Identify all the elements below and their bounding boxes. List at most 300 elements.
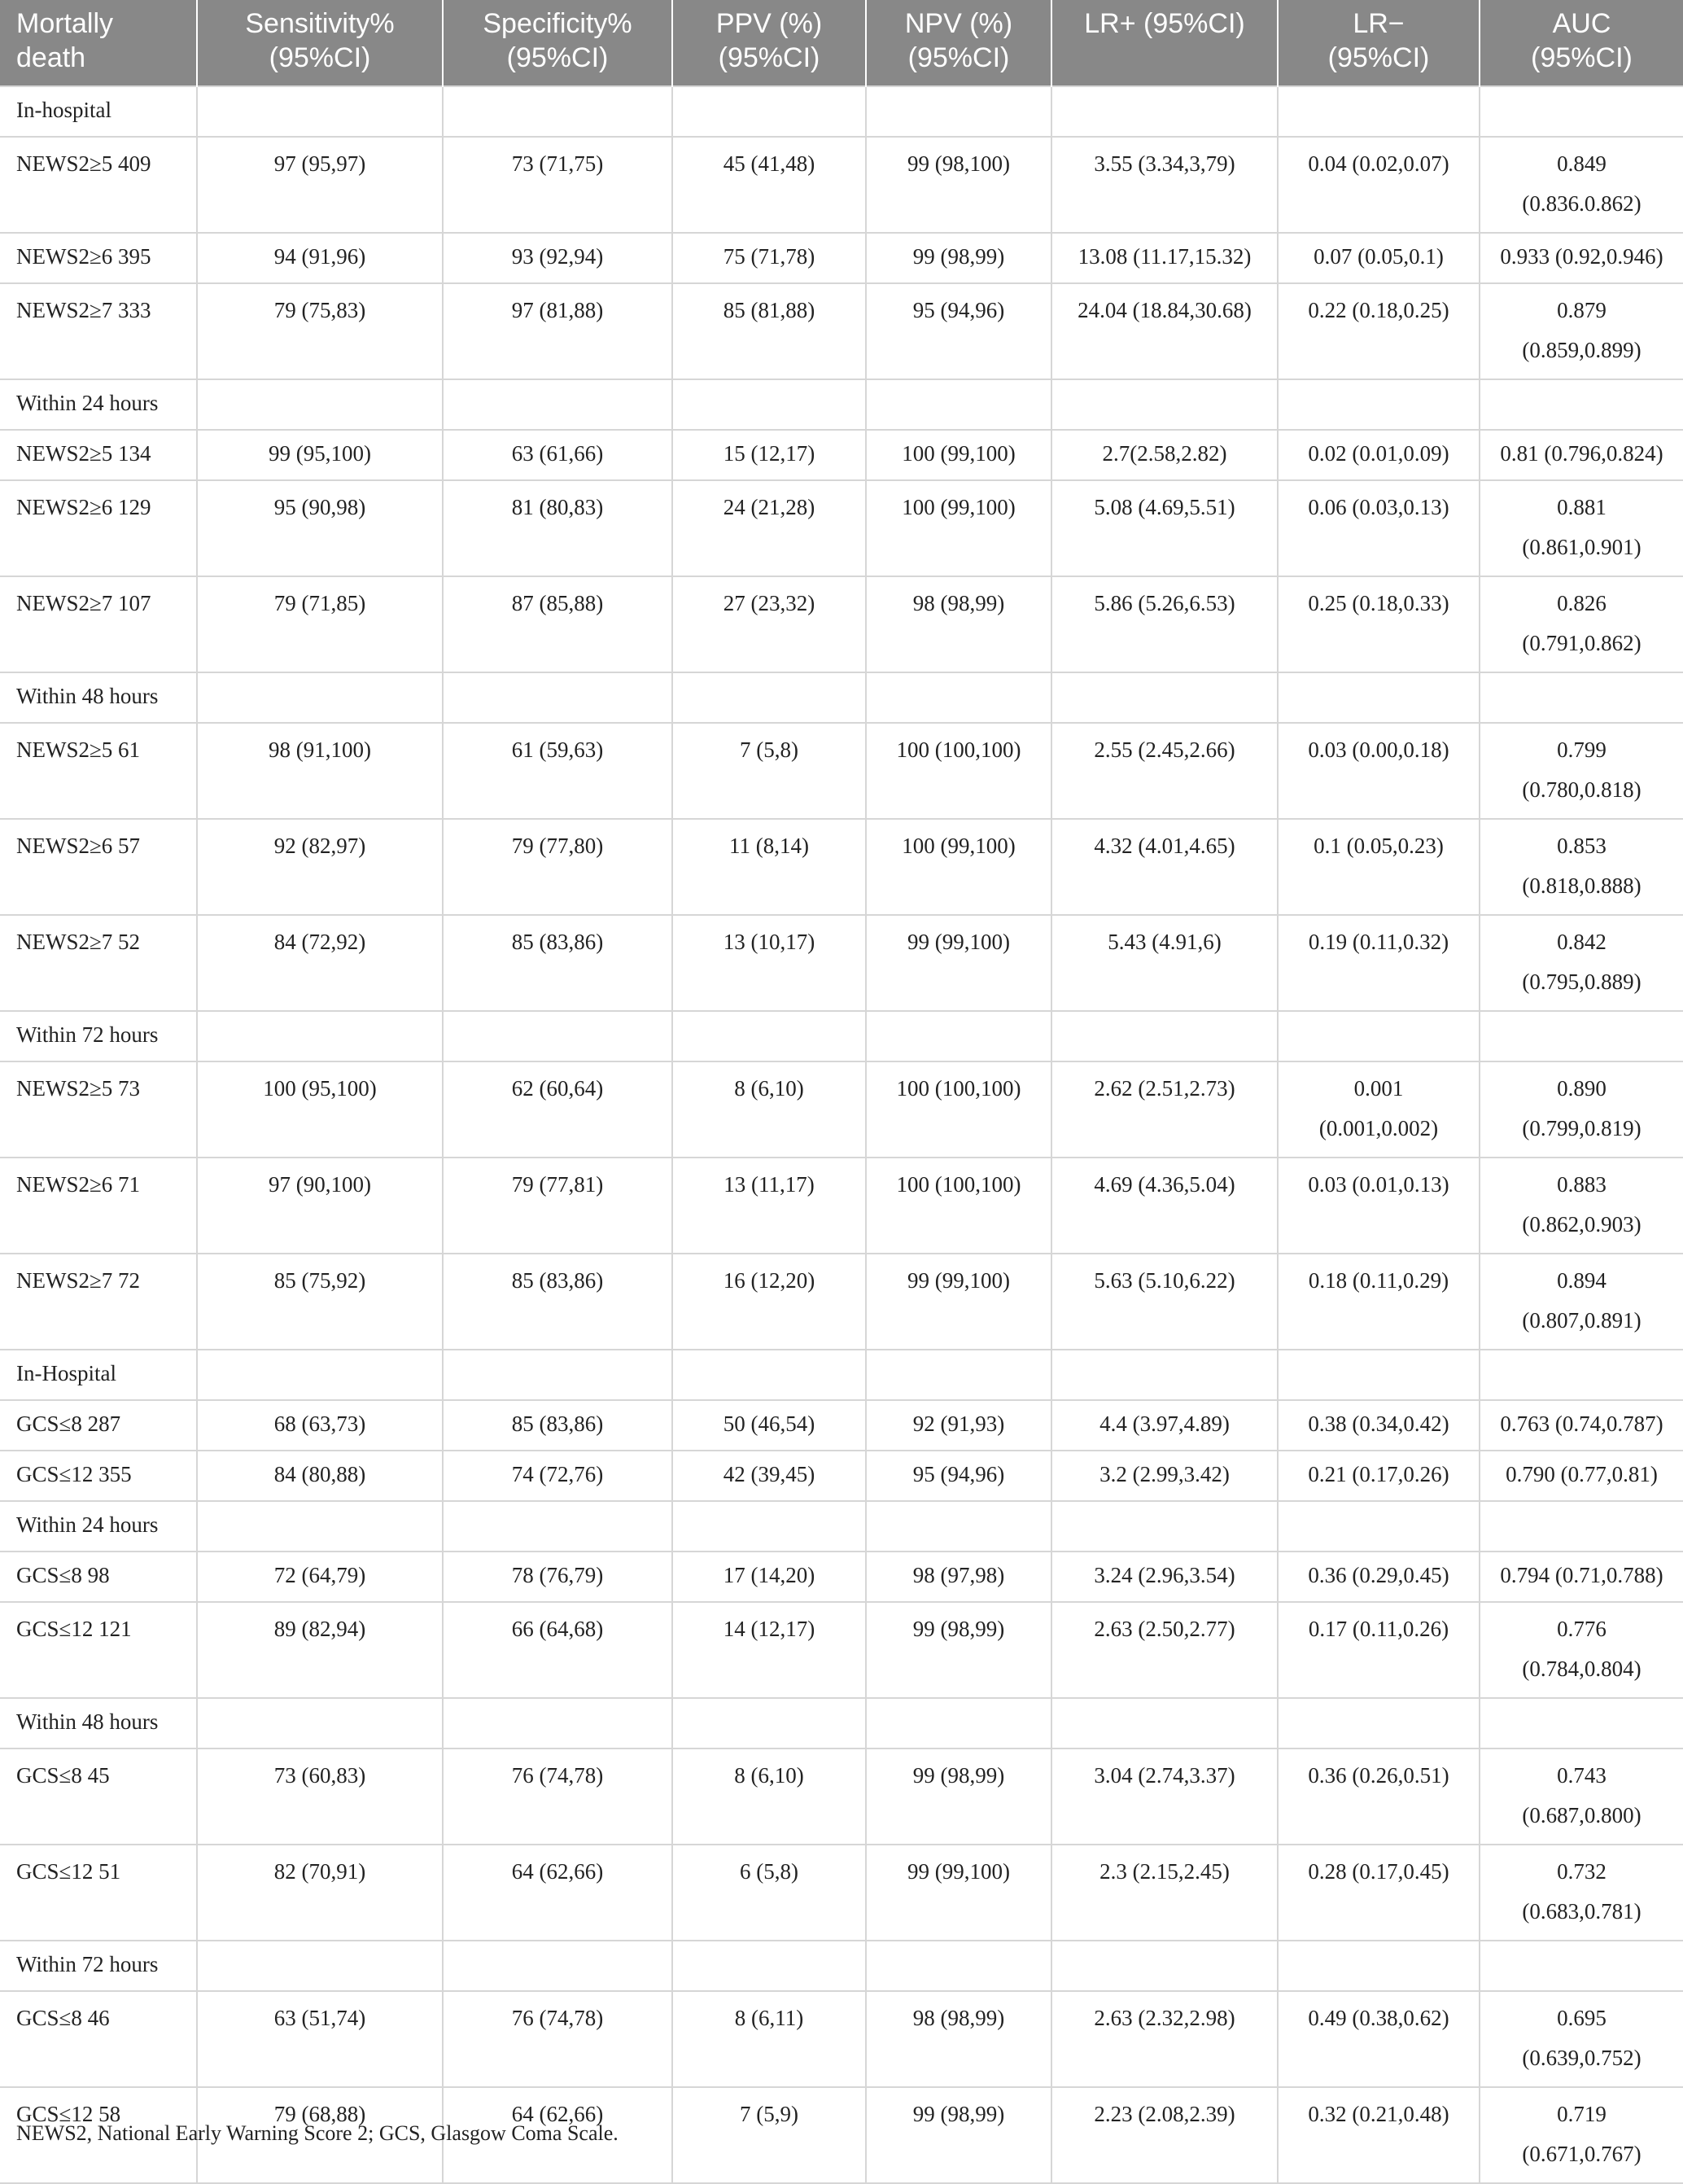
header-lr-negative: LR− (95%CI) [1278,0,1480,86]
cell-text: 64 (62,66) [511,2102,604,2126]
table-cell [866,1941,1051,1991]
cell-text: 92 (82,97) [273,834,366,858]
table-cell [197,283,443,379]
table-cell [1051,1845,1278,1941]
table-row [0,1254,1683,1350]
cell-text: 89 (82,94) [273,1617,366,1641]
table-cell [443,1552,672,1602]
cell-text: 76 (74,78) [511,2006,604,2030]
cell-text: 97 (95,97) [273,151,366,176]
table-cell [672,1845,866,1941]
table-cell [443,86,672,137]
table-cell [866,672,1051,723]
cell-text: 68 (63,73) [273,1412,366,1436]
cell-text: 0.001 [1353,1076,1404,1101]
cell-text: 82 (70,91) [273,1859,366,1884]
cell-text: 0.794 (0.71,0.788) [1500,1563,1663,1587]
table-cell [1051,1011,1278,1061]
cell-text: 100 (100,100) [896,737,1021,762]
cell-text: 2.23 (2.08,2.39) [1094,2102,1235,2126]
section-label [0,1350,197,1400]
table-cell [1278,1941,1480,1991]
cell-text: 84 (80,88) [273,1462,366,1486]
table-cell [866,1011,1051,1061]
table-cell [1480,1061,1683,1158]
cell-text: 0.826 [1557,591,1606,615]
cell-text: 61 (59,63) [511,737,604,762]
table-row [0,137,1683,233]
cell-text: 0.22 (0.18,0.25) [1308,298,1449,322]
table-cell [1278,430,1480,480]
cell-text: 72 (64,79) [273,1563,366,1587]
table-cell [1480,1501,1683,1552]
cell-text: 24 (21,28) [723,495,815,519]
table-cell [672,1158,866,1254]
cell-text: 0.03 (0.00,0.18) [1308,737,1449,762]
cell-text: 2.63 (2.32,2.98) [1094,2006,1235,2030]
table-cell [866,819,1051,915]
cell-text: 4.4 (3.97,4.89) [1099,1412,1230,1436]
cell-text: 2.7(2.58,2.82) [1102,441,1227,466]
table-cell [443,1501,672,1552]
section-row [0,1011,1683,1061]
cell-text: 100 (95,100) [263,1076,377,1101]
table-cell [443,379,672,430]
table-cell [1480,672,1683,723]
cell-text: 66 (64,68) [511,1617,604,1641]
cell-text: NEWS2≥7 333 [16,298,151,322]
cell-text: NEWS2≥6 395 [16,244,151,269]
section-label [0,1501,197,1552]
table-row [0,283,1683,379]
threshold-label [0,137,197,233]
cell-text: NEWS2≥5 409 [16,151,151,176]
table-cell [1480,819,1683,915]
table-cell [443,1350,672,1400]
threshold-label [0,1451,197,1501]
cell-text: GCS≤8 46 [16,2006,110,2030]
table-cell [1278,1061,1480,1158]
cell-text: 5.43 (4.91,6) [1108,930,1222,954]
table-cell [672,1552,866,1602]
table-cell [1278,480,1480,576]
table-cell [866,915,1051,1011]
cell-text: 0.695 [1557,2006,1606,2030]
table-cell [672,1941,866,1991]
table-row [0,1400,1683,1451]
cell-text: 64 (62,66) [511,1859,604,1884]
table-cell [1480,1941,1683,1991]
table-cell [1051,1602,1278,1698]
cell-text: 79 (71,85) [273,591,366,615]
threshold-label [0,1400,197,1451]
table-cell [1278,1254,1480,1350]
cell-text: NEWS2≥5 134 [16,441,151,466]
cell-text: (0.780,0.818) [1522,777,1641,802]
cell-text: 3.24 (2.96,3.54) [1094,1563,1235,1587]
table-row [0,1749,1683,1845]
table-cell [443,576,672,672]
table-cell [1051,1451,1278,1501]
table-cell [443,723,672,819]
cell-text: 85 (81,88) [723,298,815,322]
cell-text: 87 (85,88) [511,591,604,615]
cell-text: Within 48 hours [16,1709,159,1734]
cell-text: In-hospital [16,98,111,122]
threshold-label [0,819,197,915]
table-cell [443,430,672,480]
cell-text: 24.04 (18.84,30.68) [1078,298,1252,322]
cell-text: (0.859,0.899) [1522,338,1641,362]
cell-text: 97 (90,100) [269,1172,371,1197]
cell-text: 95 (90,98) [273,495,366,519]
table-cell [1051,1698,1278,1749]
table-cell [197,576,443,672]
cell-text: 13 (10,17) [723,930,815,954]
cell-text: 100 (99,100) [902,834,1016,858]
table-cell [197,1749,443,1845]
cell-text: 0.879 [1557,298,1606,322]
cell-text: 3.2 (2.99,3.42) [1099,1462,1230,1486]
table-row [0,1552,1683,1602]
cell-text: 99 (99,100) [907,1859,1010,1884]
cell-text: (0.818,0.888) [1522,873,1641,898]
table-cell [197,1254,443,1350]
cell-text: 100 (99,100) [902,441,1016,466]
threshold-label [0,1552,197,1602]
table-cell [672,1011,866,1061]
table-cell [1480,1602,1683,1698]
cell-text: GCS≤8 45 [16,1763,110,1788]
section-label [0,379,197,430]
section-row [0,1501,1683,1552]
table-cell [1278,283,1480,379]
table-cell [866,1061,1051,1158]
table-cell [1480,1698,1683,1749]
table-cell [443,1749,672,1845]
table-cell [1051,1552,1278,1602]
cell-text: 42 (39,45) [723,1462,815,1486]
cell-text: 79 (77,81) [511,1172,604,1197]
cell-text: 81 (80,83) [511,495,604,519]
table-footnote: NEWS2, National Early Warning Score 2; GCS, Glasgow Coma Scale. [16,2121,619,2145]
cell-text: 0.36 (0.29,0.45) [1308,1563,1449,1587]
table-cell [197,137,443,233]
cell-text: NEWS2≥6 71 [16,1172,141,1197]
cell-text: 11 (8,14) [729,834,809,858]
cell-text: 7 (5,8) [740,737,798,762]
cell-text: 13.08 (11.17,15.32) [1078,244,1252,269]
cell-text: 16 (12,20) [723,1268,815,1293]
table-row [0,233,1683,283]
table-cell [1480,576,1683,672]
cell-text: 0.890 [1557,1076,1606,1101]
cell-text: 0.799 [1557,737,1606,762]
table-cell [1051,283,1278,379]
cell-text: 79 (68,88) [273,2102,366,2126]
table-row [0,1061,1683,1158]
cell-text: 0.25 (0.18,0.33) [1308,591,1449,615]
table-cell [672,1602,866,1698]
cell-text: NEWS2≥7 107 [16,591,151,615]
table-cell [1051,1941,1278,1991]
cell-text: 63 (51,74) [273,2006,366,2030]
table-cell [866,86,1051,137]
cell-text: In-Hospital [16,1361,116,1385]
cell-text: 2.55 (2.45,2.66) [1094,737,1235,762]
cell-text: 0.28 (0.17,0.45) [1308,1859,1449,1884]
table-cell [1480,1552,1683,1602]
cell-text: 98 (97,98) [912,1563,1005,1587]
table-cell [1480,1158,1683,1254]
table-cell [672,1749,866,1845]
table-cell [672,1350,866,1400]
cell-text: 78 (76,79) [511,1563,604,1587]
threshold-label [0,723,197,819]
cell-text: 98 (98,99) [912,2006,1005,2030]
table-cell [197,430,443,480]
cell-text: (0.671,0.767) [1522,2142,1641,2166]
threshold-label [0,1602,197,1698]
cell-text: (0.687,0.800) [1522,1803,1641,1827]
cell-text: GCS≤8 98 [16,1563,110,1587]
cell-text: 0.849 [1557,151,1606,176]
table-cell [1051,915,1278,1011]
header-specificity: Specificity% (95%CI) [443,0,672,86]
table-row [0,1991,1683,2087]
header-ppv: PPV (%) (95%CI) [672,0,866,86]
section-label [0,1941,197,1991]
table-cell [1278,137,1480,233]
cell-text: 84 (72,92) [273,930,366,954]
table-cell [672,576,866,672]
threshold-label [0,1845,197,1941]
cell-text: 97 (81,88) [511,298,604,322]
table-cell [1480,723,1683,819]
table-cell [443,819,672,915]
cell-text: 0.02 (0.01,0.09) [1308,441,1449,466]
table-cell [1278,819,1480,915]
table-cell [866,1158,1051,1254]
section-row [0,86,1683,137]
table-cell [1480,480,1683,576]
table-cell [866,1501,1051,1552]
table-cell [866,233,1051,283]
cell-text: (0.784,0.804) [1522,1657,1641,1681]
table-cell [866,1552,1051,1602]
cell-text: (0.683,0.781) [1522,1899,1641,1924]
cell-text: 79 (75,83) [273,298,366,322]
table-cell [866,1749,1051,1845]
table-cell [672,819,866,915]
cell-text: 100 (99,100) [902,495,1016,519]
cell-text: (0.001,0.002) [1318,1116,1439,1140]
table-cell [197,915,443,1011]
cell-text: 0.49 (0.38,0.62) [1308,2006,1449,2030]
table-cell [197,233,443,283]
table-cell [866,430,1051,480]
cell-text: 95 (94,96) [912,1462,1005,1486]
cell-text: GCS≤12 51 [16,1859,121,1884]
table-cell [443,233,672,283]
cell-text: Within 24 hours [16,391,159,415]
header-lr-positive: LR+ (95%CI) [1051,0,1278,86]
table-row [0,915,1683,1011]
table-cell [866,379,1051,430]
cell-text: 99 (98,99) [912,1617,1005,1641]
cell-text: 50 (46,54) [723,1412,815,1436]
table-cell [1480,1451,1683,1501]
threshold-label [0,430,197,480]
table-cell [443,1991,672,2087]
cell-text: 0.933 (0.92,0.946) [1500,244,1663,269]
table-cell [1480,1350,1683,1400]
cell-text: 0.19 (0.11,0.32) [1308,930,1449,954]
table-cell [672,233,866,283]
cell-text: 0.763 (0.74,0.787) [1500,1412,1663,1436]
table-cell [866,1698,1051,1749]
table-cell [1278,379,1480,430]
cell-text: 0.81 (0.796,0.824) [1500,441,1663,466]
cell-text: (0.862,0.903) [1522,1212,1641,1236]
cell-text: 0.881 [1557,495,1606,519]
threshold-label [0,1749,197,1845]
cell-text: NEWS2≥6 129 [16,495,151,519]
table-cell [197,1941,443,1991]
cell-text: 99 (95,100) [269,441,371,466]
table-cell [443,1451,672,1501]
cell-text: 4.69 (4.36,5.04) [1094,1172,1235,1197]
table-cell [1480,379,1683,430]
table-cell [866,576,1051,672]
cell-text: 93 (92,94) [511,244,604,269]
threshold-label [0,1991,197,2087]
table-cell [443,1400,672,1451]
table-cell [443,1845,672,1941]
table-cell [1278,1350,1480,1400]
cell-text: 0.03 (0.01,0.13) [1308,1172,1449,1197]
table-cell [1480,283,1683,379]
table-cell [866,723,1051,819]
section-label [0,672,197,723]
section-row [0,1941,1683,1991]
cell-text: Within 72 hours [16,1022,159,1047]
table-cell [443,915,672,1011]
table-cell [1278,1698,1480,1749]
cell-text: 5.08 (4.69,5.51) [1094,495,1235,519]
table-cell [443,1602,672,1698]
table-cell [1278,576,1480,672]
table-header [0,0,1683,86]
cell-text: GCS≤12 355 [16,1462,132,1486]
cell-text: GCS≤12 58 [16,2102,121,2126]
cell-text: 92 (91,93) [912,1412,1005,1436]
table-cell [1051,819,1278,915]
table-cell [197,1061,443,1158]
table-row [0,1602,1683,1698]
table-cell [1278,915,1480,1011]
table-cell [197,379,443,430]
table-cell [866,2087,1051,2183]
table-cell [672,1254,866,1350]
table-cell [197,672,443,723]
table-cell [197,723,443,819]
section-label [0,86,197,137]
cell-text: 62 (60,64) [511,1076,604,1101]
table-cell [1051,1254,1278,1350]
table-cell [672,86,866,137]
table-cell [672,1991,866,2087]
table-cell [1051,480,1278,576]
cell-text: 99 (98,100) [907,151,1010,176]
cell-text: NEWS2≥5 73 [16,1076,141,1101]
table-cell [443,1698,672,1749]
table-cell [1278,723,1480,819]
table-cell [1278,2087,1480,2183]
table-cell [197,1400,443,1451]
table-cell [1480,1749,1683,1845]
table-cell [1278,1400,1480,1451]
cell-text: 0.719 [1557,2102,1606,2126]
cell-text: (0.791,0.862) [1522,631,1641,655]
table-cell [197,1350,443,1400]
cell-text: NEWS2≥7 52 [16,930,141,954]
table-cell [197,1158,443,1254]
cell-text: 0.1 (0.05,0.23) [1314,834,1444,858]
table-cell [866,137,1051,233]
table-cell [1278,86,1480,137]
table-cell [866,1451,1051,1501]
table-cell [443,1941,672,1991]
section-row [0,379,1683,430]
table-row [0,576,1683,672]
table-cell [443,1254,672,1350]
cell-text: 99 (98,99) [912,2102,1005,2126]
table-row [0,819,1683,915]
threshold-label [0,283,197,379]
table-cell [1480,86,1683,137]
table-cell [1480,915,1683,1011]
header-auc: AUC (95%CI) [1480,0,1683,86]
cell-text: (0.799,0.819) [1522,1116,1641,1140]
table-cell [866,1254,1051,1350]
table-row [0,480,1683,576]
table-cell [672,723,866,819]
table-cell [1051,137,1278,233]
table-cell [1278,1602,1480,1698]
cell-text: 0.894 [1557,1268,1606,1293]
cell-text: 3.04 (2.74,3.37) [1094,1763,1235,1788]
cell-text: 0.732 [1557,1859,1606,1884]
cell-text: Within 48 hours [16,684,159,708]
table-cell [197,819,443,915]
threshold-label [0,1158,197,1254]
cell-text: (0.795,0.889) [1522,969,1641,994]
table-cell [197,1501,443,1552]
cell-text: 85 (83,86) [511,1412,604,1436]
table-cell [672,1698,866,1749]
table-cell [1480,2087,1683,2183]
table-cell [672,430,866,480]
table-cell [1051,430,1278,480]
cell-text: 0.32 (0.21,0.48) [1308,2102,1449,2126]
cell-text: 0.06 (0.03,0.13) [1308,495,1449,519]
table-cell [866,1602,1051,1698]
table-cell [672,672,866,723]
threshold-label [0,1254,197,1350]
cell-text: 14 (12,17) [723,1617,815,1641]
section-label [0,1011,197,1061]
